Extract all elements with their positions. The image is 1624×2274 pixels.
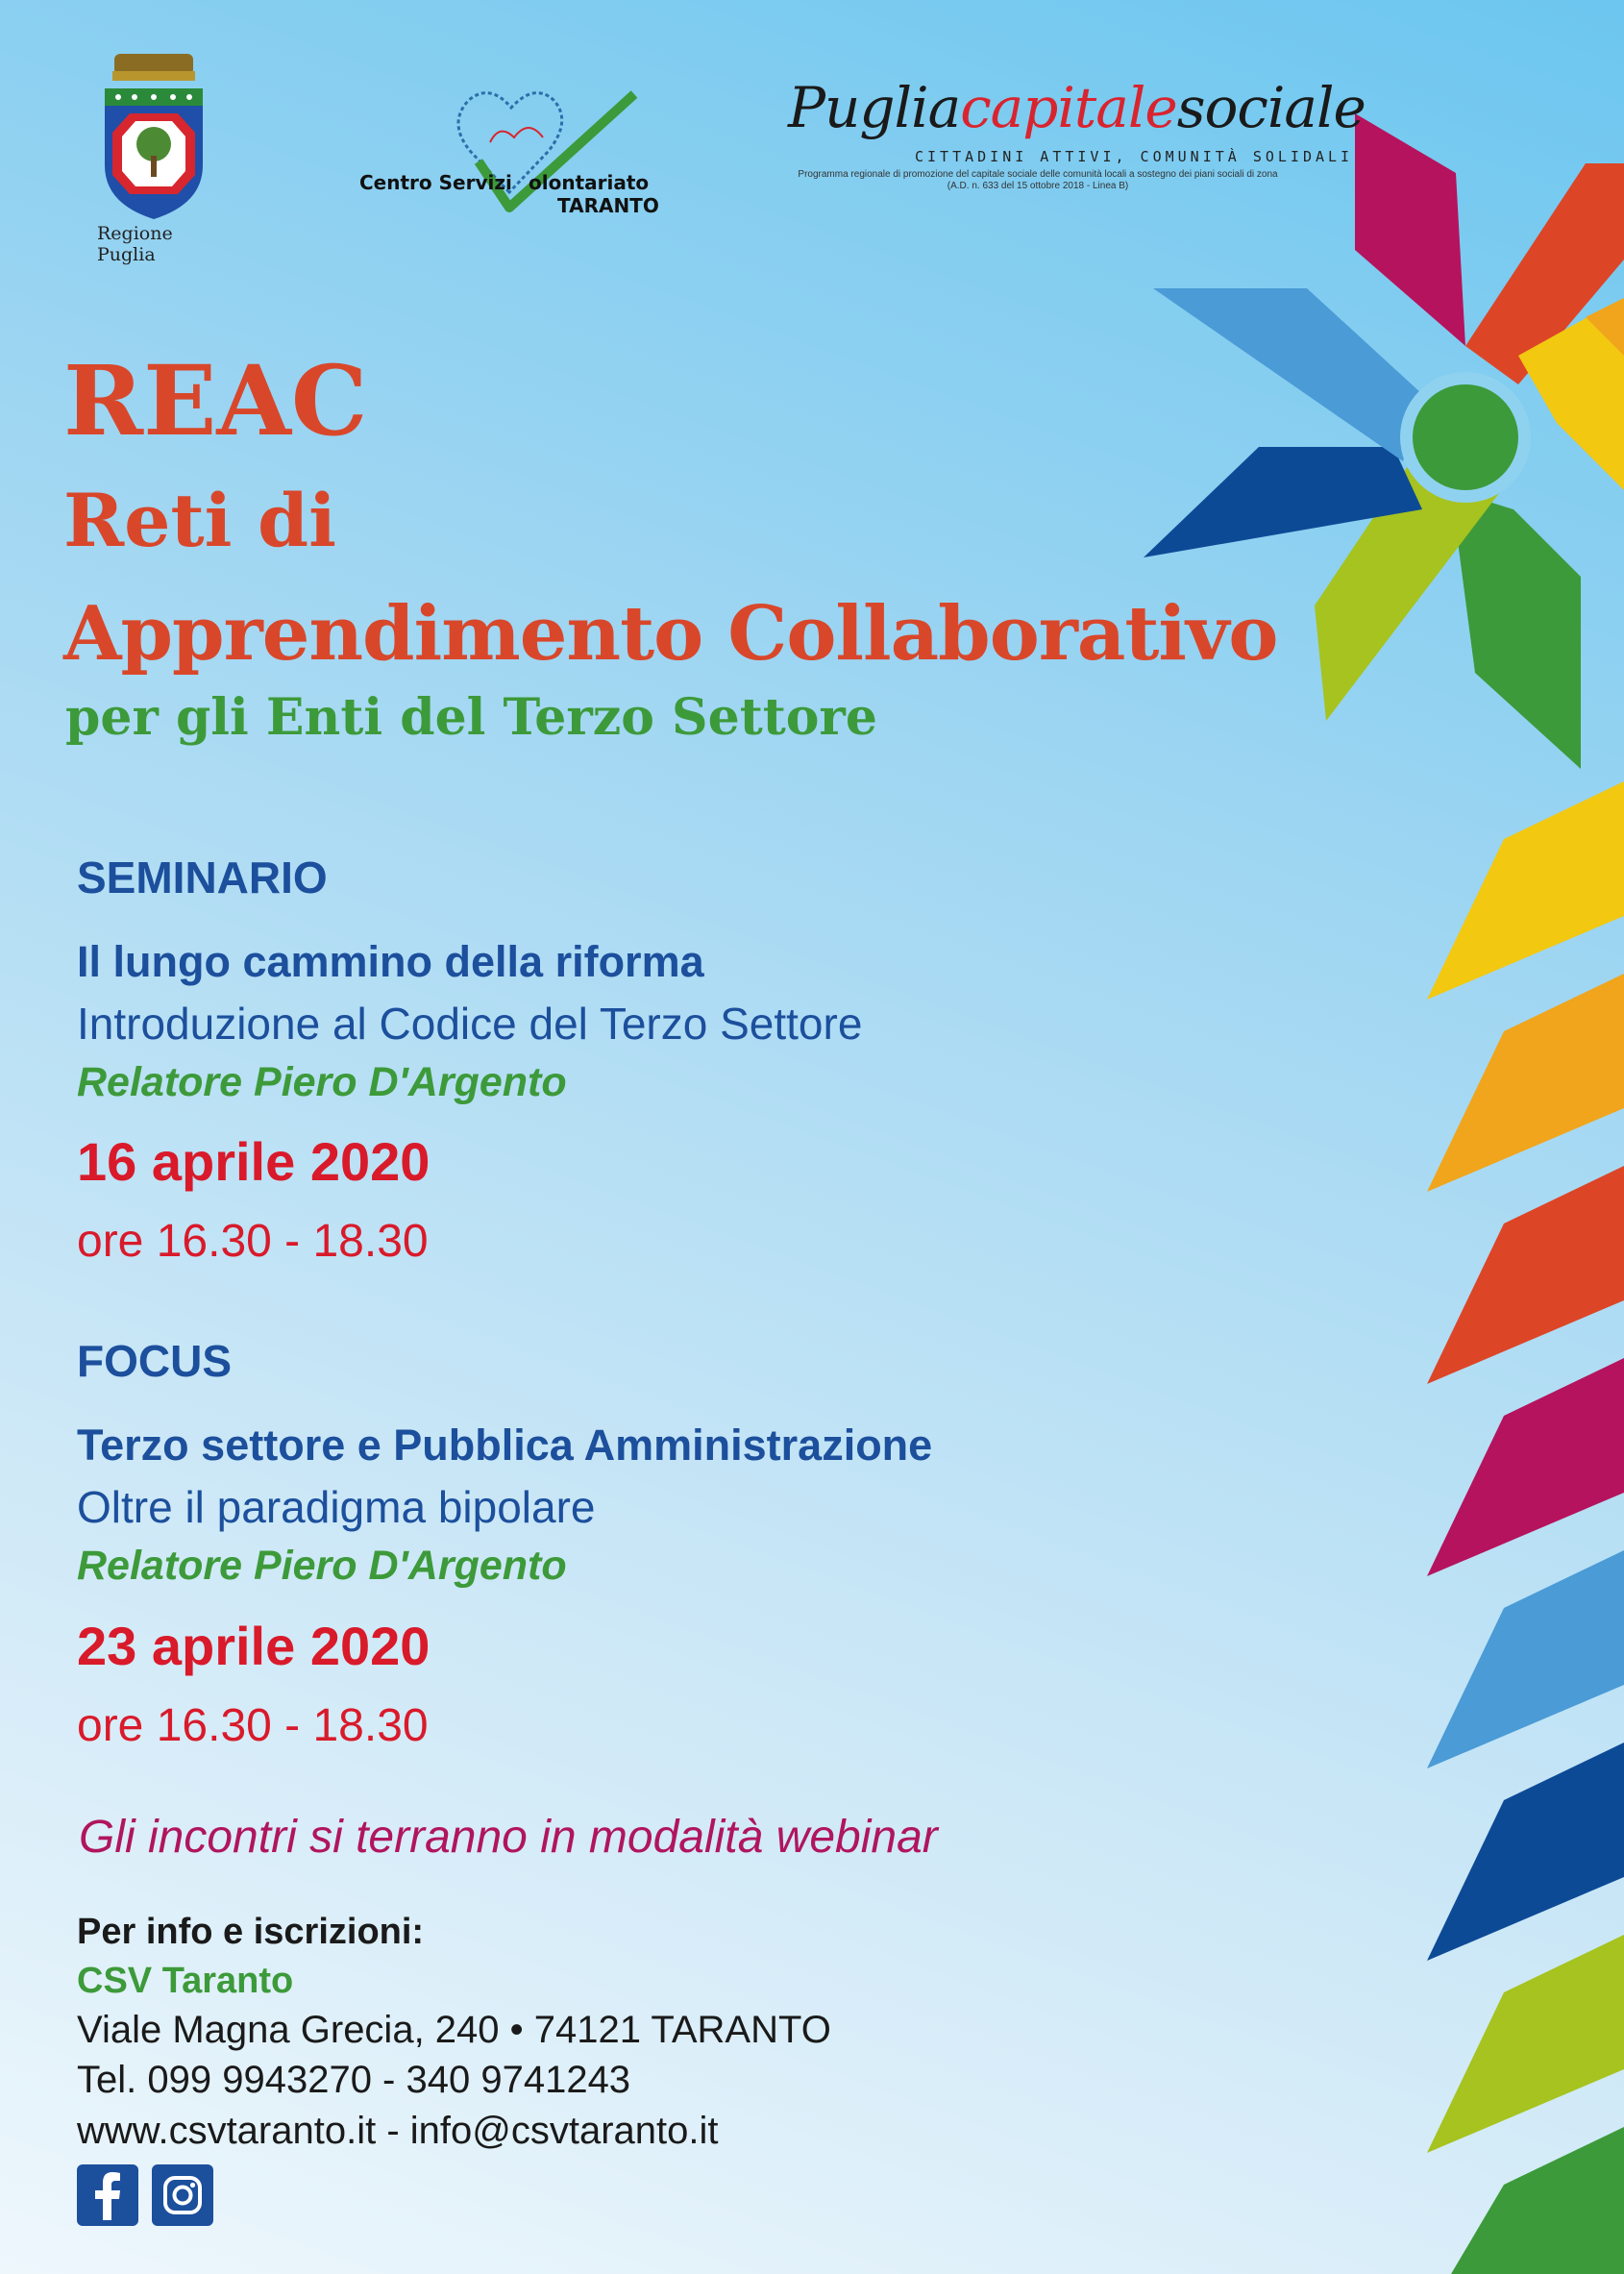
event2-date: 23 aprile 2020 (77, 1616, 431, 1676)
title-subtitle: per gli Enti del Terzo Settore (65, 688, 877, 747)
info-web-email: www.csvtaranto.it - info@csvtaranto.it (77, 2110, 719, 2152)
regione-caption: Regione Puglia (97, 223, 173, 265)
event2-speaker: Relatore Piero D'Argento (77, 1543, 567, 1589)
ribbon-yellow (1427, 781, 1624, 1000)
ribbon-magenta (1427, 1358, 1624, 1576)
event1-speaker: Relatore Piero D'Argento (77, 1059, 567, 1105)
pcs-title-part2: capitale (960, 75, 1177, 140)
csv-taranto-logo (356, 85, 687, 224)
pcs-title (788, 75, 1366, 140)
event2-title: Terzo settore e Pubblica Amministrazione (77, 1421, 933, 1470)
event1-subtitle: Introduzione al Codice del Terzo Settore (77, 999, 863, 1049)
pcs-note-2: (A.D. n. 633 del 15 ottobre 2018 - Linea B) (947, 181, 1129, 191)
info-org: CSV Taranto (77, 1961, 294, 2001)
title-line1: Reti di (63, 478, 336, 563)
event2-type: FOCUS (77, 1336, 232, 1386)
info-heading: Per info e iscrizioni: (77, 1912, 425, 1952)
csv-city: TARANTO (557, 194, 659, 217)
regione-puglia-logo (91, 50, 216, 265)
ribbon-stripes (1427, 781, 1624, 2274)
facebook-icon[interactable] (77, 2164, 138, 2226)
pinwheel-blade-blue (1153, 288, 1422, 461)
event1-type: SEMINARIO (77, 853, 328, 902)
event2-subtitle: Oltre il paradigma bipolare (77, 1482, 596, 1532)
pinwheel-decoration (1134, 106, 1624, 2274)
pcs-title-part1: Puglia (788, 75, 961, 140)
info-address: Viale Magna Grecia, 240 • 74121 TARANTO (77, 2009, 831, 2051)
instagram-icon[interactable] (152, 2164, 213, 2226)
title-acronym: REAC (63, 344, 368, 457)
regione-crest-icon (91, 50, 216, 223)
puglia-capitale-sociale-logo (788, 75, 1366, 200)
ribbon-orange (1427, 974, 1624, 1192)
pinwheel-hub (1413, 384, 1518, 490)
info-phone: Tel. 099 9943270 - 340 9741243 (77, 2059, 631, 2101)
event1-date: 16 aprile 2020 (77, 1131, 431, 1192)
event1-title: Il lungo cammino della riforma (77, 937, 704, 986)
ribbon-blue (1427, 1550, 1624, 1768)
event2-time: ore 16.30 - 18.30 (77, 1700, 429, 1751)
pcs-tagline: CITTADINI ATTIVI, COMUNITÀ SOLIDALI (915, 148, 1354, 165)
pcs-note-1: Programma regionale di promozione del capitale sociale delle comunità locali a sostegno dei piani sociali di zona (798, 169, 1278, 180)
ribbon-lime (1427, 1935, 1624, 2153)
webinar-note: Gli incontri si terranno in modalità webinar (79, 1812, 938, 1863)
title-line2: Apprendimento Collaborativo (63, 590, 1278, 678)
ribbon-red (1427, 1166, 1624, 1384)
csv-name-right: olontariato (529, 171, 650, 194)
csv-name-left: Centro Servizi (359, 171, 512, 194)
pcs-title-part3: sociale (1176, 75, 1366, 140)
ribbon-green (1451, 2127, 1624, 2274)
pinwheel-blade-magenta (1355, 113, 1465, 346)
event1-time: ore 16.30 - 18.30 (77, 1216, 429, 1267)
ribbon-navy (1427, 1743, 1624, 1961)
pinwheel-blade-green (1451, 490, 1581, 769)
